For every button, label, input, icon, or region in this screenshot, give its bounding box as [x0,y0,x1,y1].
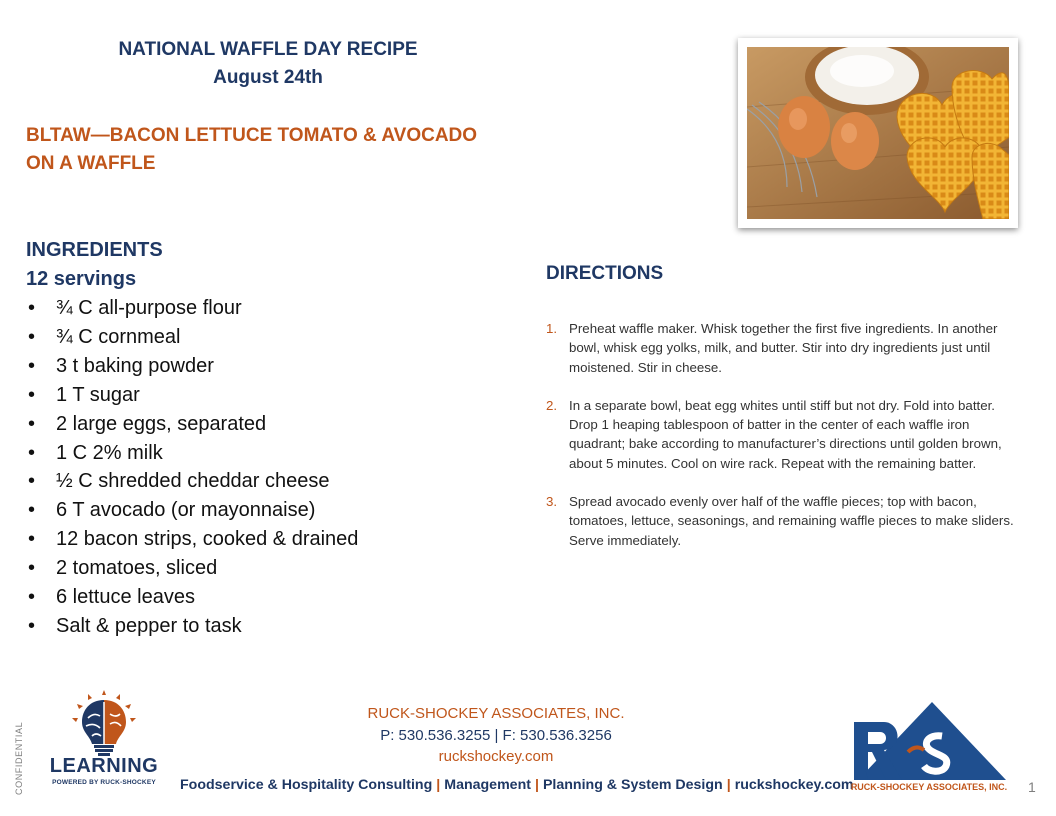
recipe-title-line1: BLTAW—BACON LETTUCE TOMATO & AVOCADO [26,125,478,146]
directions-heading: DIRECTIONS [546,263,664,284]
waffle-photo [738,38,1018,228]
ingredients-heading: INGREDIENTS [26,239,163,261]
company-contact [320,703,672,768]
company-name: RUCK-SHOCKEY ASSOCIATES, INC. [367,705,625,722]
tagline-item: Foodservice & Hospitality Consulting [180,777,433,793]
tagline-website-link[interactable]: ruckshockey.com [734,777,854,793]
directions-list [546,319,1026,569]
tagline-item: Planning & System Design [542,777,723,793]
lightbulb-brain-icon [68,690,140,756]
ingredient-item: • 3 t baking powder [26,352,486,381]
step-number: 2. [546,397,558,413]
ingredient-item: • 12 bacon strips, cooked & drained [26,525,486,554]
ingredients-section [26,236,486,641]
footer-tagline [180,777,854,793]
tagline-separator: | [436,777,441,793]
confidential-label: CONFIDENTIAL [14,721,24,795]
recipe-day-header [88,36,448,92]
ingredient-item: • ¾ C all-purpose flour [26,294,486,323]
learning-powered-by: POWERED BY RUCK-SHOCKEY [52,779,156,786]
recipe-title-line2: ON A WAFFLE [26,153,156,174]
ingredient-item: • ½ C shredded cheddar cheese [26,467,486,496]
ingredient-item: • Salt & pepper to task [26,612,486,641]
step-text: Spread avocado evenly over half of the waffle pieces; top with bacon, tomatoes, lettuce, seasonings, and remaining waffle pieces to make sliders. Serve immediately. [569,494,1014,548]
waffles-eggs-flour-photo-icon [747,47,1009,219]
step-number: 3. [546,494,558,510]
rsa-triangle-logo-icon [850,700,1010,782]
header-date: August 24th [213,67,323,88]
company-phone: P: 530.536.3255 | F: 530.536.3256 [380,726,612,744]
tagline-item: Management [444,777,531,793]
ingredient-item: • 6 lettuce leaves [26,583,486,612]
tagline-separator: | [534,777,539,793]
tagline-separator: | [726,777,731,793]
step-number: 1. [546,321,558,336]
ingredients-list [26,294,486,641]
page-number: 1 [1028,779,1036,795]
recipe-title [26,122,526,178]
learning-word: LEARNING [49,755,159,777]
step-text: In a separate bowl, beat egg whites until stiff but not dry. Fold into batter. Drop 1 heaping tablespoon of batter in the center of each waffle iron quadrant; bake according to manufacturer’s directions until golden brown, about 5 minutes. Cool on wire rack. Repeat with the remaining batter. [569,397,1002,471]
header-title: NATIONAL WAFFLE DAY RECIPE [118,39,418,60]
company-website-link[interactable]: ruckshockey.com [438,748,554,765]
ingredient-item: • 1 T sugar [26,381,486,410]
step-text: Preheat waffle maker. Whisk together the first five ingredients. In another bowl, whisk egg yolks, milk, and butter. Stir into dry ingredients just until moistened. Stir in cheese. [569,321,998,375]
ingredient-item: • 1 C 2% milk [26,439,486,468]
direction-step [546,319,1026,377]
rsa-logo [850,700,1010,800]
ingredient-item: • 6 T avocado (or mayonnaise) [26,496,486,525]
rsa-logo-caption: RUCK-SHOCKEY ASSOCIATES, INC. [850,782,1008,792]
servings-label: 12 servings [26,268,137,290]
direction-step [546,396,1026,473]
learning-logo [48,690,160,790]
ingredient-item: • 2 tomatoes, sliced [26,554,486,583]
direction-step [546,492,1026,550]
ingredient-item: • ¾ C cornmeal [26,323,486,352]
ingredient-item: • 2 large eggs, separated [26,410,486,439]
